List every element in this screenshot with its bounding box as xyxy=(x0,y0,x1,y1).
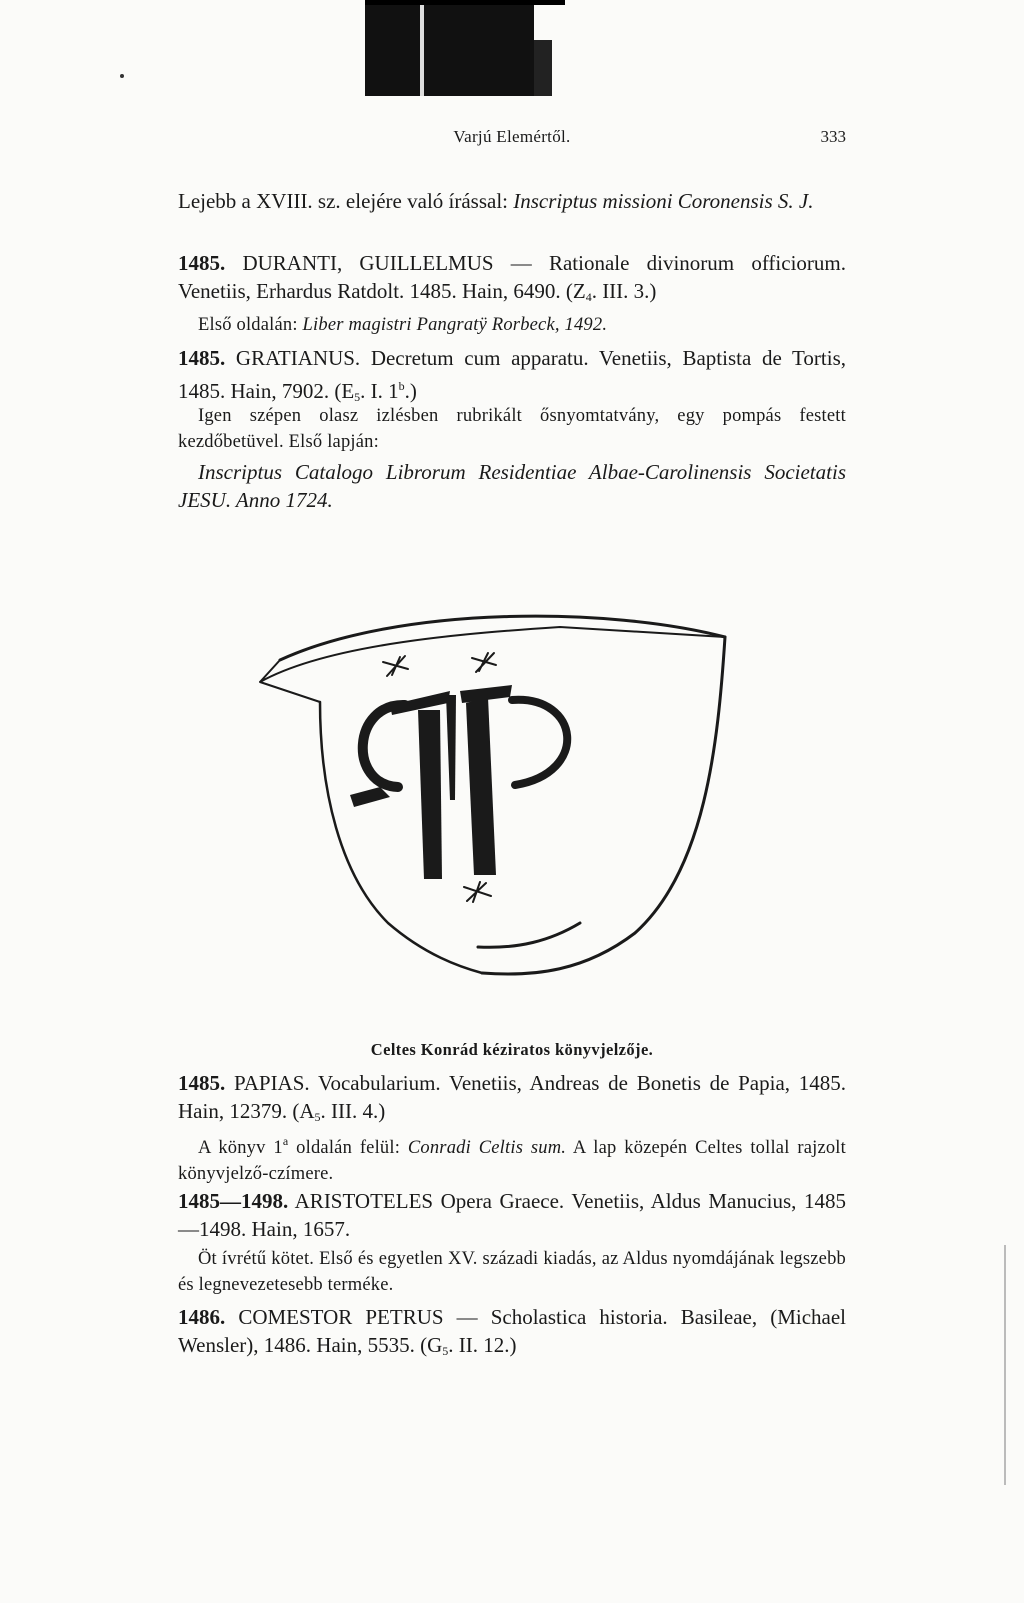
scan-speck xyxy=(120,74,124,78)
entry-aristoteles: 1485—1498. ARISTOTELES Opera Graece. Venetiis, Aldus Manucius, 1485—1498. Hain, 1657. xyxy=(178,1189,846,1241)
entry-provenance-note: Lejebb a XVIII. sz. elejére való írással: Inscriptus missioni Coronensis S. J. xyxy=(178,189,814,213)
entry-year: 1486. xyxy=(178,1305,226,1329)
scan-margin-line xyxy=(1004,1245,1006,1485)
entry-papias: 1485. PAPIAS. Vocabularium. Venetiis, Andreas de Bonetis de Papia, 1485. Hain, 12379. ($A_5$. III. 4.) xyxy=(178,1071,846,1124)
celtes-bookplate-drawing xyxy=(250,545,850,1025)
entry-comestor: 1486. COMESTOR PETRUS — Scholastica historia. Basileae, (Michael Wensler), 1486. Hain, 5535. ($G_5$. II. 12.) xyxy=(178,1305,846,1358)
entry-year: 1485—1498. xyxy=(178,1189,289,1213)
entry-year: 1485. xyxy=(178,1071,226,1095)
entry-papias-note: A könyv 1$^a$ oldalán felül: Conradi Celtis sum. A lap közepén Celtes tollal rajzolt könyvjelző-czímere. xyxy=(178,1134,846,1184)
running-head xyxy=(178,127,846,153)
entry-duranti: 1485. DURANTI, GUILLELMUS — Rationale divinorum officiorum. Venetiis, Erhardus Ratdolt. 1485. Hain, 6490. ($Z_4$. III. 3.) xyxy=(178,251,846,304)
entry-gratianus: 1485. GRATIANUS. Decretum cum apparatu. Venetiis, Baptista de Tortis, 1485. Hain, 7902. ($E_5$. I. 1$^b$.) xyxy=(178,346,846,404)
entry-year: 1485. xyxy=(178,346,226,370)
entry-duranti-note: Első oldalán: Liber magistri Pangratÿ Rorbeck, 1492. xyxy=(198,315,608,335)
running-title: Varjú Elemértől. xyxy=(453,127,571,146)
page-number: 333 xyxy=(820,127,846,146)
entry-gratianus-note: Igen szépen olasz izlésben rubrikált ősnyomtatvány, egy pompás festett kezdőbetüvel. Első lapján: xyxy=(178,406,846,452)
entry-year: 1485. xyxy=(178,251,226,275)
scan-smudge xyxy=(365,0,565,96)
entry-gratianus-inscription: Inscriptus Catalogo Librorum Residentiae Albae-Carolinensis Societatis JESU. Anno 1724. xyxy=(178,460,846,512)
figure-caption: Celtes Konrád kéziratos könyvjelzője. xyxy=(370,1040,654,1059)
entry-aristoteles-note: Öt ívrétű kötet. Első és egyetlen XV. századi kiadás, az Aldus nyomdájának legszebb és legnevezetesebb terméke. xyxy=(178,1249,846,1295)
